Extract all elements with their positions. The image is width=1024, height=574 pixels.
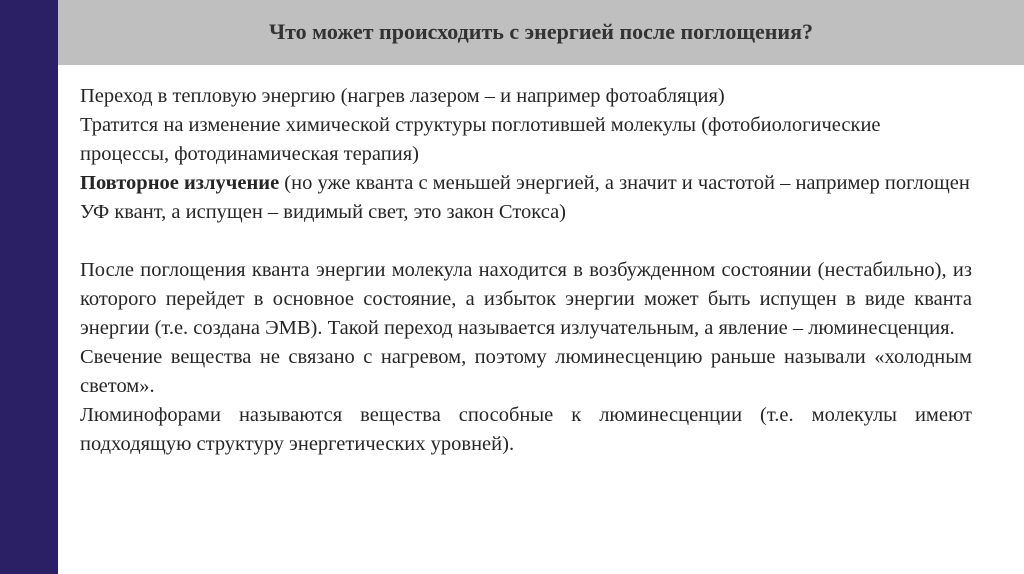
paragraph-cold-light: Свечение вещества не связано с нагревом, поэтому люминесценцию раньше называли «холодным светом». [80, 346, 972, 397]
paragraph-excited-state: После поглощения кванта энергии молекула находится в возбужденном состоянии (нестабильно), из которого перейдет в основное состояние, а избыток энергии может быть испущен в виде кванта энергии (т.е. создана ЭМВ). Такой переход называется излучательным, а явление – люминесценция. [80, 259, 972, 339]
paragraph-spacer [80, 227, 972, 256]
re-emission-text: (но уже кванта с меньшей энергией, а значит и частотой – например поглощен УФ квант, а испущен – видимый свет, это закон Стокса) [80, 172, 970, 223]
re-emission-term: Повторное излучение [80, 172, 280, 194]
slide-body [80, 82, 972, 459]
slide-title: Что может происходить с энергией после поглощения? [269, 19, 813, 44]
item-thermal-energy: Переход в тепловую энергию (нагрев лазером – и например фотоабляция) [80, 85, 725, 107]
paragraph-luminophores: Люминофорами называются вещества способные к люминесценции (т.е. молекулы имеют подходящую структуру энергетических уровней). [80, 404, 972, 455]
item-re-emission [80, 169, 972, 227]
item-chemical-structure: Тратится на изменение химической структуры поглотившей молекулы (фотобиологические процессы, фотодинамическая терапия) [80, 114, 881, 165]
left-accent-bar [0, 0, 58, 574]
